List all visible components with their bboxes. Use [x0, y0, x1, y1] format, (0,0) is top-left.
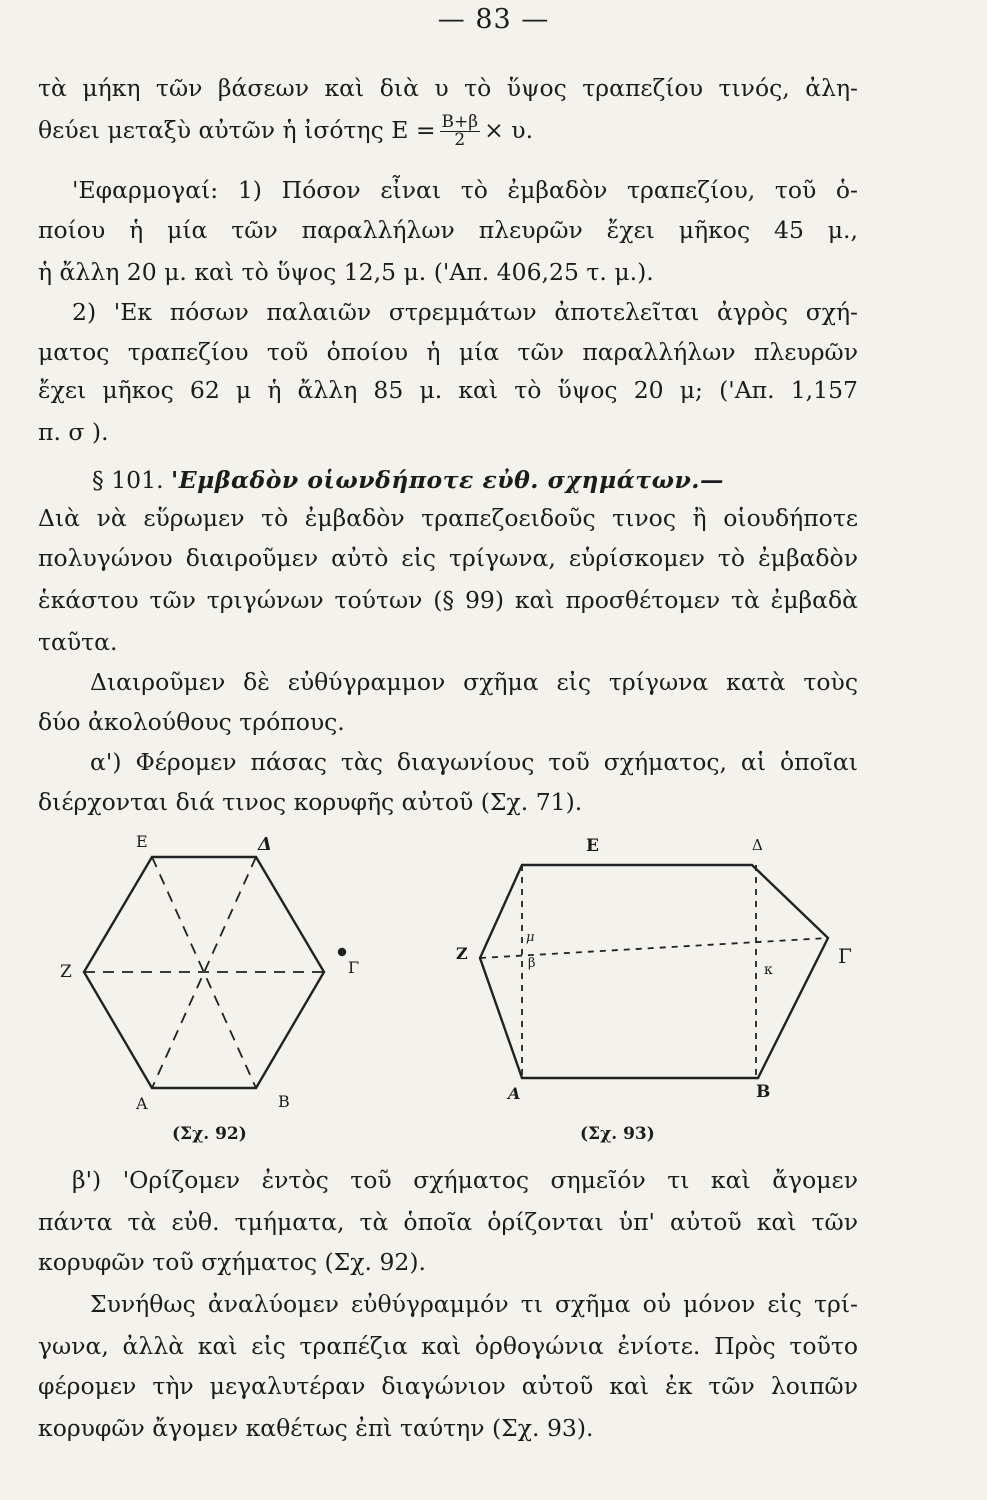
- section-title: 'Εμβαδὸν οἱωνδήποτε εὐθ. σχημάτων.—: [171, 466, 724, 494]
- fig92-label-d: Δ: [258, 834, 272, 855]
- hexagon-diagonals: [84, 857, 324, 1088]
- text-line-15: Διαιροῦμεν δὲ εὐθύγραμμον σχῆμα εἰς τρίγωνα κατὰ τοὺς: [90, 668, 858, 696]
- fraction-denominator: 2: [454, 130, 466, 150]
- fig93-label-b: Β: [756, 1082, 771, 1102]
- fig92-label-z: Ζ: [60, 962, 72, 982]
- figure-93-pentagon: [480, 865, 828, 1078]
- fig92-label-a: Α: [136, 1094, 148, 1113]
- text-line-23: γωνα, ἀλλὰ καὶ εἰς τραπέζια καὶ ὀρθογώνια ἐνίοτε. Πρὸς τοῦτο: [38, 1332, 858, 1360]
- formula-suffix: × υ.: [484, 116, 534, 144]
- fig92-label-b: Β: [278, 1092, 290, 1111]
- point-g-dot: [339, 949, 345, 955]
- text-line-25: κορυφῶν ἄγομεν καθέτως ἐπὶ ταύτην (Σχ. 93).: [38, 1414, 594, 1442]
- formula-prefix: θεύει μεταξὺ αὐτῶν ἡ ἰσότης Ε =: [38, 116, 436, 144]
- text-line-22: Συνήθως ἀναλύομεν εὐθύγραμμόν τι σχῆμα οὐ μόνον εἰς τρί-: [90, 1290, 858, 1318]
- pentagon-outline: [480, 865, 828, 1078]
- fig93-label-m: μ: [526, 930, 535, 945]
- text-line-13: ἑκάστου τῶν τριγώνων τούτων (§ 99) καὶ προσθέτομεν τὰ ἐμβαδὰ: [38, 586, 858, 614]
- text-line-8: ἔχει μῆκος 62 μ ἡ ἄλλη 85 μ. καὶ τὸ ὕψος 20 μ; ('Απ. 1,157: [38, 376, 858, 404]
- fig93-label-d: Δ: [752, 836, 763, 854]
- text-line-20: πάντα τὰ εὐθ. τμήματα, τὰ ὁποῖα ὁρίζονται ὑπ' αὐτοῦ καὶ τῶν: [38, 1208, 858, 1236]
- text-line-7: ματος τραπεζίου τοῦ ὁποίου ἡ μία τῶν παραλλήλων πλευρῶν: [38, 338, 858, 366]
- fig93-label-b-small: β: [528, 956, 536, 971]
- fig93-label-e: Ε: [586, 836, 599, 856]
- text-line-9: π. σ ).: [38, 418, 109, 446]
- fraction-numerator: Β+β: [441, 112, 479, 132]
- section-number: § 101.: [92, 466, 164, 494]
- text-line-12: πολυγώνου διαιροῦμεν αὐτὸ εἰς τρίγωνα, εὑρίσκομεν τὸ ἐμβαδὸν: [38, 544, 858, 572]
- text-line-14: ταῦτα.: [38, 628, 118, 656]
- figure-92-hexagon: [84, 857, 345, 1088]
- text-line-18: διέρχονται διά τινος κορυφῆς αὐτοῦ (Σχ. 71).: [38, 788, 583, 816]
- text-line-17: α') Φέρομεν πάσας τὰς διαγωνίους τοῦ σχήματος, αἱ ὁποῖαι: [90, 748, 858, 776]
- figure-92-caption: (Σχ. 92): [172, 1124, 247, 1144]
- fig92-label-e: Ε: [136, 832, 148, 851]
- fig93-label-z: Ζ: [456, 944, 468, 963]
- pentagon-construction-lines: [480, 865, 828, 1078]
- fig93-label-g: Γ: [838, 944, 852, 968]
- text-line-24: φέρομεν τὴν μεγαλυτέραν διαγώνιον αὐτοῦ καὶ ἐκ τῶν λοιπῶν: [38, 1372, 858, 1400]
- text-line-11: Διὰ νὰ εὕρωμεν τὸ ἐμβαδὸν τραπεζοειδοῦς τινος ἢ οἱουδήποτε: [38, 504, 858, 532]
- fig92-label-g: Γ: [348, 958, 360, 977]
- page-number: — 83 —: [437, 4, 550, 35]
- text-line-21: κορυφῶν τοῦ σχήματος (Σχ. 92).: [38, 1248, 427, 1276]
- text-line-4: ποίου ἡ μία τῶν παραλλήλων πλευρῶν ἔχει μῆκος 45 μ.,: [38, 216, 858, 244]
- text-line-3: 'Εφαρμογαί: 1) Πόσον εἶναι τὸ ἐμβαδὸν τραπεζίου, τοῦ ὁ-: [72, 176, 858, 204]
- text-line-6: 2) 'Εκ πόσων παλαιῶν στρεμμάτων ἀποτελεῖται ἀγρὸς σχή-: [72, 298, 858, 326]
- text-line-5: ἡ ἄλλη 20 μ. καὶ τὸ ὕψος 12,5 μ. ('Απ. 406,25 τ. μ.).: [38, 258, 654, 286]
- text-line-19: β') 'Ορίζομεν ἐντὸς τοῦ σχήματος σημεῖόν τι καὶ ἄγομεν: [72, 1166, 858, 1194]
- text-line-1: τὰ μήκη τῶν βάσεων καὶ διὰ υ τὸ ὕψος τραπεζίου τινός, ἀλη-: [38, 74, 858, 102]
- figure-93-caption: (Σχ. 93): [580, 1124, 655, 1144]
- fig93-label-k: κ: [764, 962, 773, 978]
- fig93-label-a: Α: [508, 1084, 521, 1103]
- text-line-16: δύο ἀκολούθους τρόπους.: [38, 708, 345, 736]
